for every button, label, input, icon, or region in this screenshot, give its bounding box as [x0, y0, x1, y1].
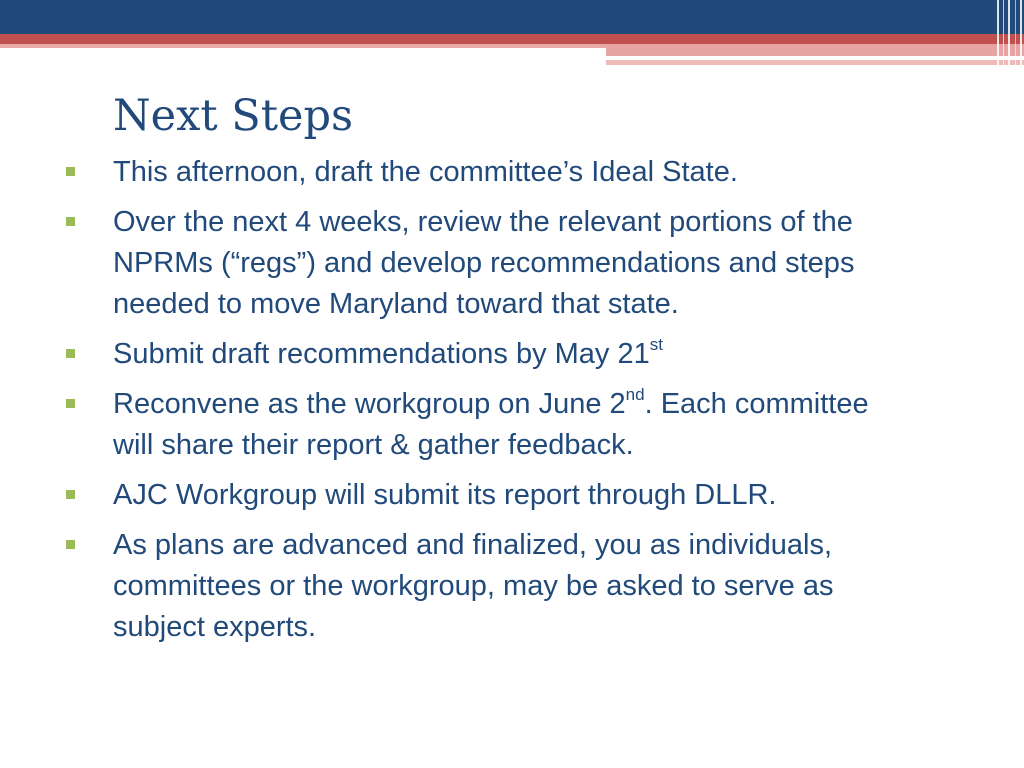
header-banner-pink-left	[0, 44, 606, 48]
bullet-square-icon	[66, 167, 75, 176]
bullet-item	[0, 334, 913, 375]
bullet-item	[0, 384, 913, 466]
bullet-square-icon	[66, 540, 75, 549]
bullet-text: Over the next 4 weeks, review the relevant portions of the NPRMs (“regs”) and develop recommendations and steps needed to move Maryland toward that state.	[113, 206, 855, 320]
header-banner-pink-line	[606, 60, 1024, 65]
bullet-text: As plans are advanced and finalized, you as individuals, committees or the workgroup, may be asked to serve as subject experts.	[113, 529, 834, 643]
bullet-item	[0, 152, 913, 193]
bullet-item	[0, 202, 913, 325]
bullet-text-tail: . Each committee will share their report & gather feedback.	[113, 388, 869, 461]
bullet-square-icon	[66, 349, 75, 358]
bullet-superscript: nd	[625, 385, 645, 405]
bullet-text: Submit draft recommendations by May 21	[113, 338, 650, 370]
header-banner-red	[0, 34, 1024, 44]
bullet-text: This afternoon, draft the committee’s Ideal State.	[113, 156, 738, 188]
bullet-square-icon	[66, 490, 75, 499]
slide-title: Next Steps	[113, 91, 354, 141]
header-banner-gap	[606, 56, 1024, 58]
header-banner-navy	[0, 0, 1024, 34]
header-banner-pink-right	[606, 44, 1024, 56]
bullet-text: Reconvene as the workgroup on June 2	[113, 388, 626, 420]
bullet-item	[0, 475, 913, 516]
bullet-list	[0, 152, 1024, 657]
bullet-superscript: st	[649, 335, 663, 355]
header-decorative-stripes	[994, 0, 1024, 70]
bullet-item	[0, 525, 913, 648]
bullet-square-icon	[66, 399, 75, 408]
bullet-square-icon	[66, 217, 75, 226]
bullet-text: AJC Workgroup will submit its report through DLLR.	[113, 479, 777, 511]
